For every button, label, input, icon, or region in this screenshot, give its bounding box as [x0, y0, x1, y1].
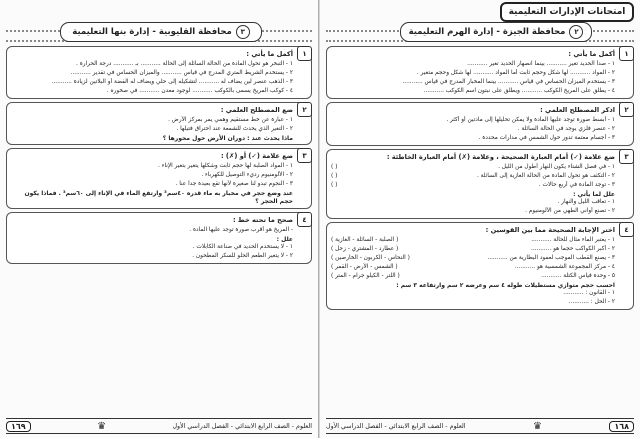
left-page-content — [6, 46, 312, 414]
question-line — [331, 263, 615, 272]
right-page-content — [326, 46, 634, 414]
question-number: ٤ — [619, 222, 634, 237]
choice-list: ( عطارد - المشتري - زحل ) — [331, 246, 399, 252]
question-line: ٣ - يستخدم الميزان الحساس في قياس ........... بينما المخبار المدرج في قياس ........... — [402, 79, 615, 85]
question-line: ٣ - أجسام معتمة تدور حول الشمس في مدارات محددة . — [478, 135, 615, 141]
book-logo-icon: ♛ — [97, 420, 107, 432]
question-title: ضع المصطلح العلمي : — [220, 106, 293, 114]
question-line: ١ - تعاقب الليل والنهار . — [557, 199, 615, 205]
question-title: أكمل ما يأتي : — [568, 50, 615, 58]
question-line: ١ - القانون : ........... — [563, 290, 615, 296]
question-number: ٣ — [619, 149, 634, 164]
question-line — [331, 236, 615, 245]
question-line: ٤ - كوكب المريخ يسمى بالكوكب ........... لوجود معدن ........... في صخوره . — [106, 88, 293, 94]
question-line: ٢ - يستخدم الشريط المتري المدرج في قياس ........... والميزان الحساس في تقدير ........... — [70, 70, 293, 76]
line-text: ١ - يعتبر الماء مثال للحالة ........... — [531, 237, 615, 243]
question-line: ١ - لا يستخدم الحديد في صناعة الكابلات . — [192, 244, 293, 250]
question-line: ١ - أبسط صورة توجد عليها المادة ولا يمكن تحليلها إلى مادتين أو أكثر . — [446, 117, 615, 123]
answer-parentheses: ( ) — [331, 173, 338, 179]
question-line: ٤ - يطلق على المريخ الكوكب ........... ويطلق على نبتون اسم الكوكب ........... — [423, 88, 615, 94]
sub-question: علل : — [276, 236, 293, 243]
line-text: ١ - في فصل الشتاء يكون النهار أطول من الليل . — [498, 164, 615, 170]
question-title: صحح ما تحته خط : — [233, 216, 293, 224]
line-text: ١ - المواد الصلبة لها حجم ثابت وشكلها يتغير بتغير الإناء . — [158, 163, 293, 169]
question-line — [11, 162, 293, 171]
question-line: ٢ - لا يتغير الطعم الحلو للسكر المطحون . — [192, 253, 293, 259]
exam-section-title: امتحانات الإدارات التعليمية — [500, 2, 634, 22]
question-block — [326, 46, 634, 99]
question-line — [331, 245, 615, 254]
question-title: اختر الإجابة الصحيحة مما بين القوسين : — [485, 226, 615, 234]
question-block — [326, 222, 634, 310]
book-logo-icon: ♛ — [532, 420, 542, 432]
footer-text: العلوم - الصف الرابع الابتدائي - الفصل الدراسي الأول — [326, 422, 466, 430]
left-page-header — [60, 22, 262, 42]
header-title: محافظة القليوبية - إدارة بنها التعليمية — [72, 27, 232, 37]
choice-list: ( النحاس - الكربون - الخارصين ) — [331, 255, 410, 261]
question-line — [331, 163, 615, 172]
line-text: ٣ - يصنع القطب الموجب لعمود البطارية من ........... — [487, 255, 615, 261]
extra-question: احسب حجم متوازي مستطيلات طوله ٤ سم وعرضه ٢ سم وارتفاعه ٣ سم : — [396, 282, 615, 289]
line-text: ٣ - توجد المادة في أربع حالات . — [538, 182, 615, 188]
question-number: ٣ — [297, 148, 312, 163]
page-footer — [326, 418, 634, 434]
line-text: ٢ - الألومنيوم رديء التوصيل للكهرباء . — [201, 172, 293, 178]
question-line — [331, 254, 615, 263]
question-line — [331, 172, 615, 181]
footer-text: العلوم - الصف الرابع الابتدائي - الفصل الدراسي الأول — [172, 422, 312, 430]
question-title: ضع علامة (✓) أو (✗) : — [220, 152, 293, 160]
choice-list: ( الصلبة - السائلة - الغازية ) — [331, 237, 399, 243]
choice-list: ( الشمس - الأرض - القمر ) — [331, 264, 398, 270]
question-line: ١ - عبارة عن خط مستقيم وهمي يمر بمركز الأرض . — [168, 117, 293, 123]
question-title: أكمل ما يأتي : — [246, 50, 293, 58]
question-line: ٢ - الحل : ........... — [568, 299, 615, 305]
question-block — [326, 149, 634, 219]
answer-parentheses: ( ) — [331, 164, 338, 170]
question-line: ٢ - تصنع أواني الطهي من الألومنيوم . — [525, 208, 615, 214]
question-line: ٢ - التغير الذي يحدث للشمعة عند احتراق فتيلها . — [176, 126, 293, 132]
header-title: محافظة الجيزة - إدارة الهرم التعليمية — [408, 27, 566, 37]
page-footer — [6, 418, 312, 434]
line-text: ٣ - النجوم تبدو لنا صغيرة لأنها تقع بعيدة جداً عنا . — [175, 181, 293, 187]
header-number-badge: ٢ — [569, 25, 583, 39]
question-block — [6, 102, 312, 145]
sub-question: ماذا يحدث عند : دوران الأرض حول محورها ؟ — [162, 135, 293, 142]
question-title: ضع علامة (✓) أمام العبارة الصحيحة ، وعلامة (✗) أمام العبارة الخاطئة : — [386, 153, 615, 161]
line-text: ٥ - وحدة قياس الكتلة ........... — [541, 273, 615, 279]
line-text: ٢ - أكبر الكواكب حجماً هو ........... — [531, 246, 615, 252]
question-title: اذكر المصطلح العلمي : — [540, 106, 615, 114]
question-number: ٢ — [297, 102, 312, 117]
question-number: ١ — [297, 46, 312, 61]
left-page — [0, 0, 319, 438]
question-line — [331, 181, 615, 190]
sub-question: علل لما يأتي : — [573, 191, 615, 198]
page-number: ١٦٨ — [609, 421, 634, 432]
header-number-badge: ٣ — [236, 25, 250, 39]
question-number: ٢ — [619, 102, 634, 117]
question-line: ٢ - المواد ........... لها شكل وحجم ثابت أما المواد ........... لها شكل وحجم متغير . — [416, 70, 615, 76]
right-page — [320, 0, 640, 438]
question-line: - المريخ هو أقرب صورة توجد عليها المادة . — [189, 227, 293, 233]
question-line: ٣ - الذهب عنصر لين يضاف له ........... لتشكيله إلى حلي ويضاف له الفضة أو البلاتين لزيادة ........... — [51, 79, 293, 85]
question-block — [6, 212, 312, 264]
question-block — [6, 46, 312, 99]
line-text: ٢ - التكثف هو تحول المادة من الحالة الغازية إلى السائلة . — [476, 173, 615, 179]
question-line: ٢ - عنصر فلزي يوجد في الحالة السائلة . — [517, 126, 615, 132]
choice-list: ( اللتر - الكيلو جرام - المتر ) — [331, 273, 400, 279]
question-line: ١ - صدأ الحديد تغير ........... بينما انصهار الحديد تغير ........... — [467, 61, 615, 67]
right-page-header — [400, 22, 592, 42]
question-line: ١ - التبخر هو تحول المادة من الحالة السائلة إلى الحالة ........... بـ ........... درجة الحرارة . — [76, 61, 293, 67]
line-text: ٤ - مركز المجموعة الشمسية هو ........... — [514, 264, 615, 270]
question-line — [331, 272, 615, 281]
answer-parentheses: ( ) — [331, 182, 338, 188]
question-block — [6, 148, 312, 209]
question-number: ٤ — [297, 212, 312, 227]
page-number: ١٦٩ — [6, 421, 31, 432]
question-number: ١ — [619, 46, 634, 61]
question-line — [11, 171, 293, 180]
extra-question: عند وضع حجر في مخبار به ماء قدره ٤٠سم³ وارتفع الماء في الإناء إلى ٦٠سم³ . فماذا يكون حجم الحجر ؟ — [24, 190, 293, 205]
question-block — [326, 102, 634, 146]
question-line — [11, 180, 293, 189]
